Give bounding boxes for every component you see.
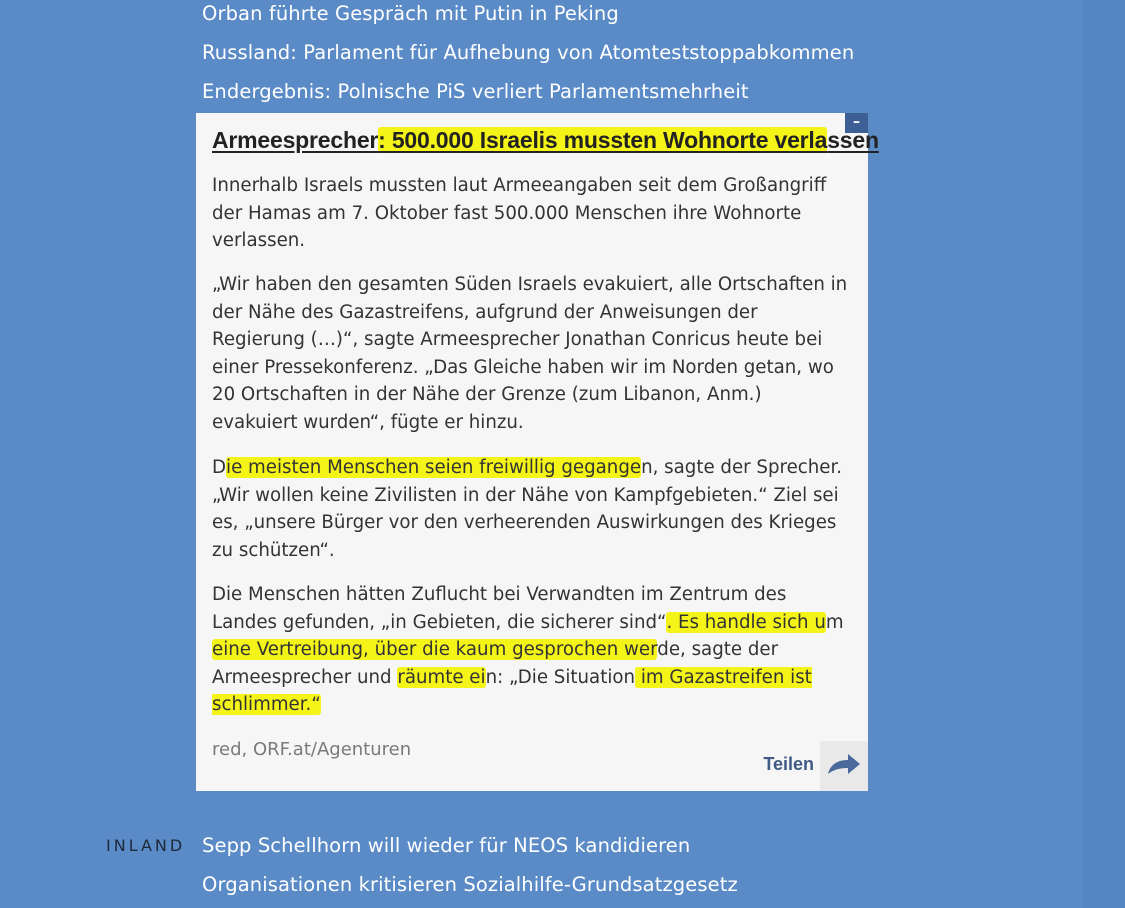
- section-label-inland: INLAND: [106, 836, 186, 855]
- text-run: Die Menschen hätten Zuflucht bei Verwandten im Zentrum des Landes gefunden, „in Gebieten, die sicherer sind“: [212, 584, 787, 633]
- text-run: n: „Die Situation: [485, 666, 636, 688]
- story-title[interactable]: [212, 127, 879, 154]
- headline-link-orban[interactable]: Orban führte Gespräch mit Putin in Peking: [202, 2, 619, 25]
- headline-link-polen[interactable]: Endergebnis: Polnische PiS verliert Parlamentsmehrheit: [202, 80, 749, 103]
- highlighted-text: eine Vertreibung, über die kaum gesprochen wer: [212, 639, 658, 661]
- collapse-button[interactable]: –: [845, 113, 868, 133]
- highlighted-text: . Es handle sich u: [666, 611, 826, 633]
- story-paragraph-4: [212, 581, 852, 719]
- share-label: Teilen: [763, 754, 814, 774]
- expanded-story-box: [196, 113, 879, 791]
- right-edge-strip: [1083, 0, 1125, 908]
- text-run: m: [825, 611, 844, 633]
- share-button[interactable]: [763, 741, 868, 791]
- story-source: red, ORF.at/Agenturen: [212, 739, 412, 760]
- story-title-text-end: ssen: [827, 127, 879, 153]
- story-paragraph-3: [212, 454, 852, 564]
- headline-link-sozialhilfe[interactable]: Organisationen kritisieren Sozialhilfe-Grundsatzgesetz: [202, 873, 738, 896]
- story-paragraph-1: Innerhalb Israels mussten laut Armeeangaben seit dem Großangriff der Hamas am 7. Oktober fast 500.000 Menschen ihre Wohnorte verlassen.: [212, 175, 827, 252]
- headline-link-russland[interactable]: Russland: Parlament für Aufhebung von Atomteststoppabkommen: [202, 41, 855, 64]
- share-arrow-icon: [820, 741, 868, 791]
- text-run: n, sagte der Sprecher. „Wir wollen keine Zivilisten in der Nähe von Kampfgebieten.“ Ziel sei es, „unsere Bürger vor den verheerenden Auswirkungen des Krieges zu schützen“.: [212, 457, 843, 561]
- text-run: D: [212, 457, 227, 478]
- story-title-highlight: : 500.000 Israelis mussten Wohnorte verla: [378, 127, 828, 153]
- highlighted-text: ie meisten Menschen seien freiwillig gegange: [226, 457, 642, 478]
- headline-link-schellhorn[interactable]: Sepp Schellhorn will wieder für NEOS kandidieren: [202, 834, 691, 857]
- highlighted-text: räumte ei: [397, 666, 486, 688]
- highlighted-text: im Gazastreifen ist schlimmer.“: [212, 666, 812, 716]
- story-paragraph-2: „Wir haben den gesamten Süden Israels evakuiert, alle Ortschaften in der Nähe des Gazastreifens, aufgrund der Anweisungen der Regierung (…)“, sagte Armeesprecher Jonathan Conricus heute bei einer Pressekonferenz. „Das Gleiche haben wir im Norden getan, wo 20 Ortschaften in der Nähe der Grenze (zum Libanon, Anm.) evakuiert wurden“, fügte er hinzu.: [212, 274, 848, 433]
- text-run: de, sagte der Armeesprecher und: [212, 639, 779, 688]
- story-title-text: Armeesprecher: [212, 127, 379, 153]
